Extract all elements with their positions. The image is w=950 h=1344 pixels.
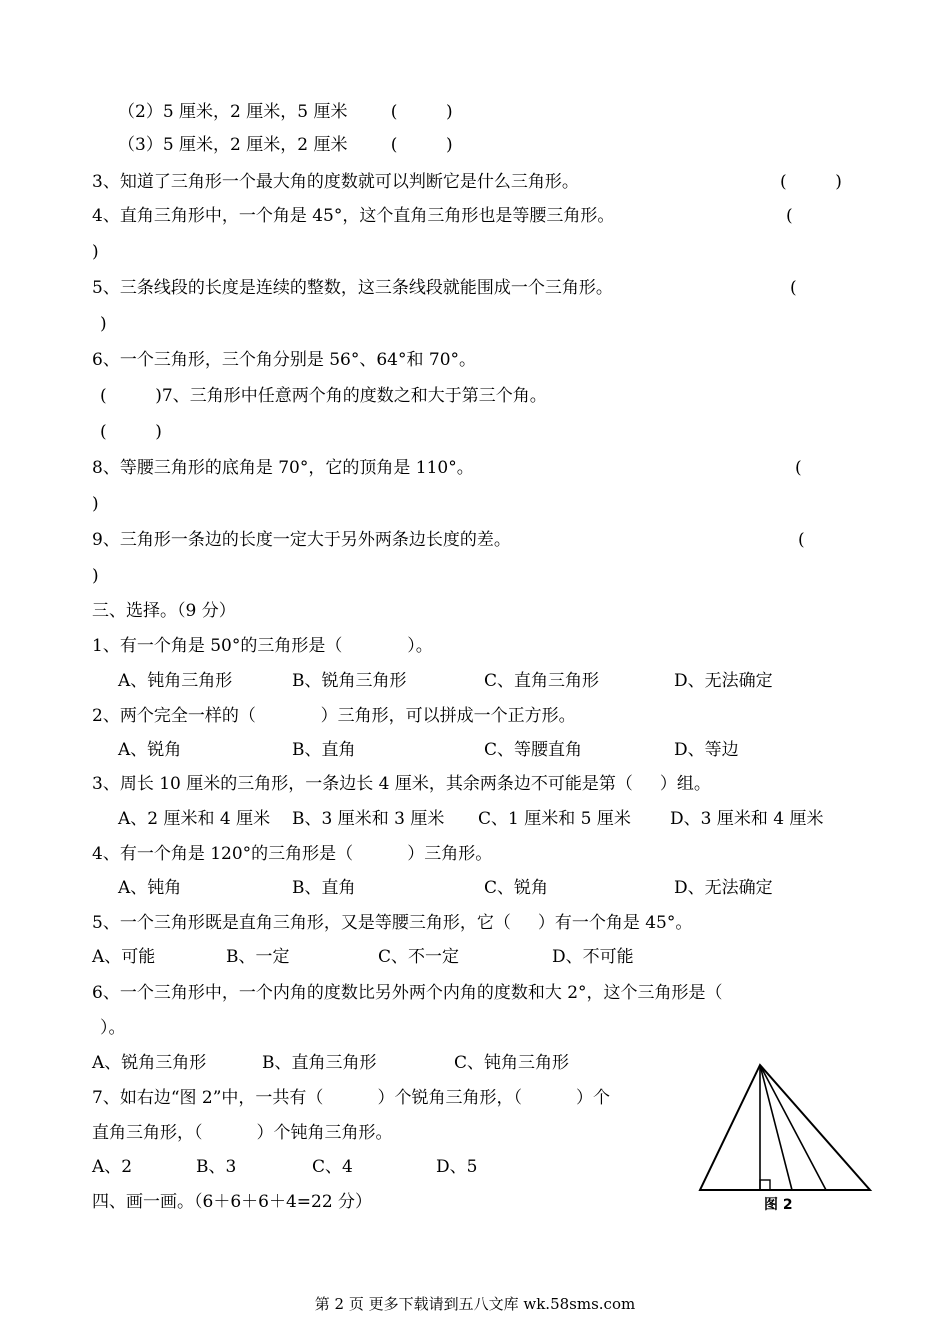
choice-4-d: D、无法确定	[674, 878, 773, 898]
choice-7-c: C、4	[312, 1157, 353, 1177]
choice-4-a: A、钝角	[118, 878, 182, 898]
choice-5-c: C、不一定	[378, 947, 460, 967]
choice-4-b: B、直角	[292, 878, 356, 898]
judge-4-open: (	[786, 206, 793, 226]
choice-6-close: ）。	[100, 1018, 126, 1038]
judge-9-close: )	[92, 566, 99, 586]
choice-2-c: C、等腰直角	[484, 740, 583, 760]
choice-3-c: C、1 厘米和 5 厘米	[478, 809, 631, 829]
figure-caption: 图 2	[764, 1197, 793, 1213]
choice-4-c: C、锐角	[484, 878, 549, 898]
judge-4: 4、直角三角形中，一个角是 45°，这个直角三角形也是等腰三角形。	[92, 206, 615, 226]
choice-1-b: B、锐角三角形	[292, 671, 407, 691]
choice-5-a: A、可能	[92, 947, 156, 967]
right-angle-mark	[760, 1180, 770, 1190]
judge-5: 5、三条线段的长度是连续的整数，这三条线段就能围成一个三角形。	[92, 278, 613, 298]
choice-1-a: A、钝角三角形	[118, 671, 233, 691]
section-4-heading: 四、画一画。（6＋6＋6＋4=22 分）	[92, 1192, 373, 1212]
choice-6-c: C、钝角三角形	[454, 1053, 570, 1073]
judge-6-blank-judge-7: ( )7、三角形中任意两个角的度数之和大于第三个角。	[100, 386, 547, 406]
choice-4: 4、有一个角是 120°的三角形是（ ）三角形。	[92, 844, 493, 864]
choice-6-a: A、锐角三角形	[92, 1053, 207, 1073]
choice-7-d: D、5	[436, 1157, 478, 1177]
choice-1-c: C、直角三角形	[484, 671, 600, 691]
choice-7-b: B、3	[196, 1157, 237, 1177]
judge-3-blank: ( )	[780, 172, 842, 192]
section-3-heading: 三、选择。（9 分）	[92, 601, 236, 621]
judge-9-open: (	[798, 530, 805, 550]
choice-3-b: B、3 厘米和 3 厘米	[292, 809, 445, 829]
choice-5-b: B、一定	[226, 947, 290, 967]
choice-6: 6、一个三角形中，一个内角的度数比另外两个内角的度数和大 2°，这个三角形是（	[92, 983, 723, 1003]
item-2-2: （2）5 厘米，2 厘米，5 厘米 ( )	[118, 102, 453, 122]
choice-7: 7、如右边“图 2”中，一共有（ ）个锐角三角形，（ ）个	[92, 1088, 610, 1108]
choice-2-a: A、锐角	[118, 740, 182, 760]
judge-3: 3、知道了三角形一个最大角的度数就可以判断它是什么三角形。	[92, 172, 579, 192]
choice-2-b: B、直角	[292, 740, 356, 760]
choice-1-d: D、无法确定	[674, 671, 773, 691]
judge-8-close: )	[92, 494, 99, 514]
judge-4-close: )	[92, 242, 99, 262]
outer-triangle	[700, 1065, 870, 1190]
choice-6-b: B、直角三角形	[262, 1053, 377, 1073]
choice-1: 1、有一个角是 50°的三角形是（ ）。	[92, 636, 433, 656]
judge-6: 6、一个三角形，三个角分别是 56°、64°和 70°。	[92, 350, 477, 370]
judge-9: 9、三角形一条边的长度一定大于另外两条边长度的差。	[92, 530, 511, 550]
judge-7-blank: ( )	[100, 422, 162, 442]
page-footer: 第 2 页 更多下载请到五八文库 wk.58sms.com	[314, 1295, 636, 1313]
choice-2-d: D、等边	[674, 740, 739, 760]
judge-8-open: (	[795, 458, 802, 478]
judge-5-open: (	[790, 278, 797, 298]
choice-5: 5、一个三角形既是直角三角形，又是等腰三角形，它（ ）有一个角是 45°。	[92, 913, 693, 933]
judge-5-close: )	[100, 314, 107, 334]
choice-3-d: D、3 厘米和 4 厘米	[670, 809, 824, 829]
judge-8: 8、等腰三角形的底角是 70°，它的顶角是 110°。	[92, 458, 474, 478]
choice-3: 3、周长 10 厘米的三角形，一条边长 4 厘米，其余两条边不可能是第（ ）组。	[92, 774, 711, 794]
choice-2: 2、两个完全一样的（ ）三角形，可以拼成一个正方形。	[92, 706, 576, 726]
choice-7-a: A、2	[92, 1157, 133, 1177]
choice-7-cont: 直角三角形，（ ）个钝角三角形。	[92, 1123, 393, 1143]
choice-5-d: D、不可能	[552, 947, 634, 967]
item-2-3: （3）5 厘米，2 厘米，2 厘米 ( )	[118, 135, 453, 155]
choice-3-a: A、2 厘米和 4 厘米	[118, 809, 271, 829]
